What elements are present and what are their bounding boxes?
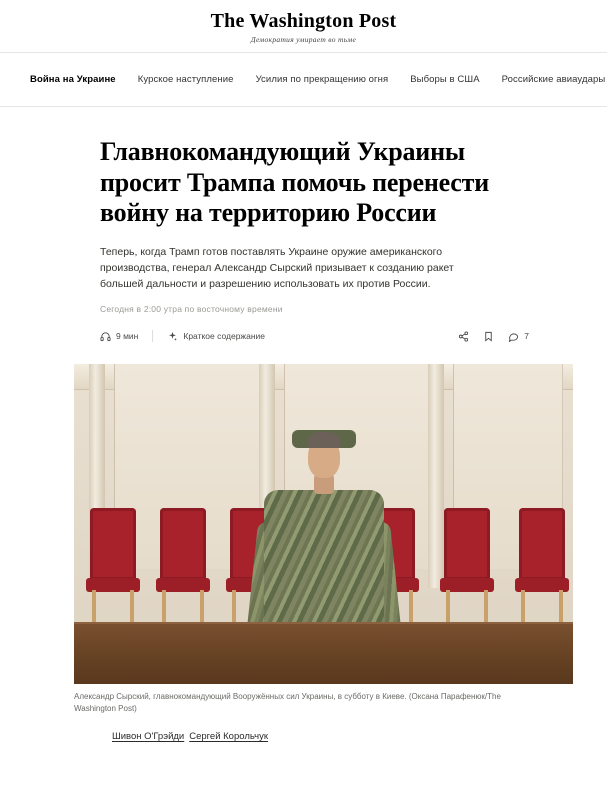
action-divider <box>152 330 153 342</box>
listen-duration: 9 мин <box>116 331 139 342</box>
byline-author-1[interactable]: Шивон О'Грэйди <box>112 731 185 743</box>
bookmark-icon <box>483 331 494 342</box>
summary-label: Краткое содержание <box>183 331 266 342</box>
article-action-bar <box>100 330 529 342</box>
masthead <box>0 0 607 53</box>
comments-button[interactable] <box>508 331 529 342</box>
article-header <box>0 137 607 342</box>
photo-subject <box>258 430 390 640</box>
nav-item-war-in-ukraine[interactable]: Война на Украине <box>30 74 116 85</box>
bookmark-button[interactable] <box>483 331 494 342</box>
byline-author-2[interactable]: Сергей Корольчук <box>189 731 269 743</box>
article-photo <box>74 364 573 684</box>
article-subhead: Теперь, когда Трамп готов поставлять Украине оружие американского производства, генерал Александр Сырский призывает к созданию ракет большей дальности и разрешению использовать их против России. <box>100 246 454 290</box>
site-tagline: Демократия умирает во тьме <box>250 35 357 44</box>
comment-icon <box>508 331 519 342</box>
article-timestamp: Сегодня в 2:00 утра по восточному времени <box>100 304 283 315</box>
nav-item-russian-airstrikes[interactable]: Российские авиаудары <box>501 74 606 85</box>
site-logo[interactable]: The Washington Post <box>210 10 397 32</box>
headphones-icon <box>100 331 111 342</box>
share-icon <box>458 331 469 342</box>
listen-button[interactable] <box>100 331 138 342</box>
photo-table <box>74 622 573 684</box>
share-button[interactable] <box>458 331 469 342</box>
summary-button[interactable] <box>167 331 265 342</box>
nav-item-kursk-offensive[interactable]: Курское наступление <box>137 74 234 85</box>
byline <box>0 715 607 742</box>
article-figure <box>0 364 607 715</box>
comments-count: 7 <box>524 331 529 342</box>
sparkle-icon <box>167 331 178 342</box>
photo-caption: Александр Сырский, главнокомандующий Вооружённых сил Украины, в субботу в Киеве. (Оксана Парафенюк/The Washington Post) <box>74 692 501 714</box>
nav-item-us-elections[interactable]: Выборы в США <box>410 74 480 85</box>
section-nav <box>0 53 607 107</box>
nav-item-ceasefire-efforts[interactable]: Усилия по прекращению огня <box>255 74 389 85</box>
page-title: Главнокомандующий Украины просит Трампа помочь перенести войну на территорию России <box>100 137 489 228</box>
